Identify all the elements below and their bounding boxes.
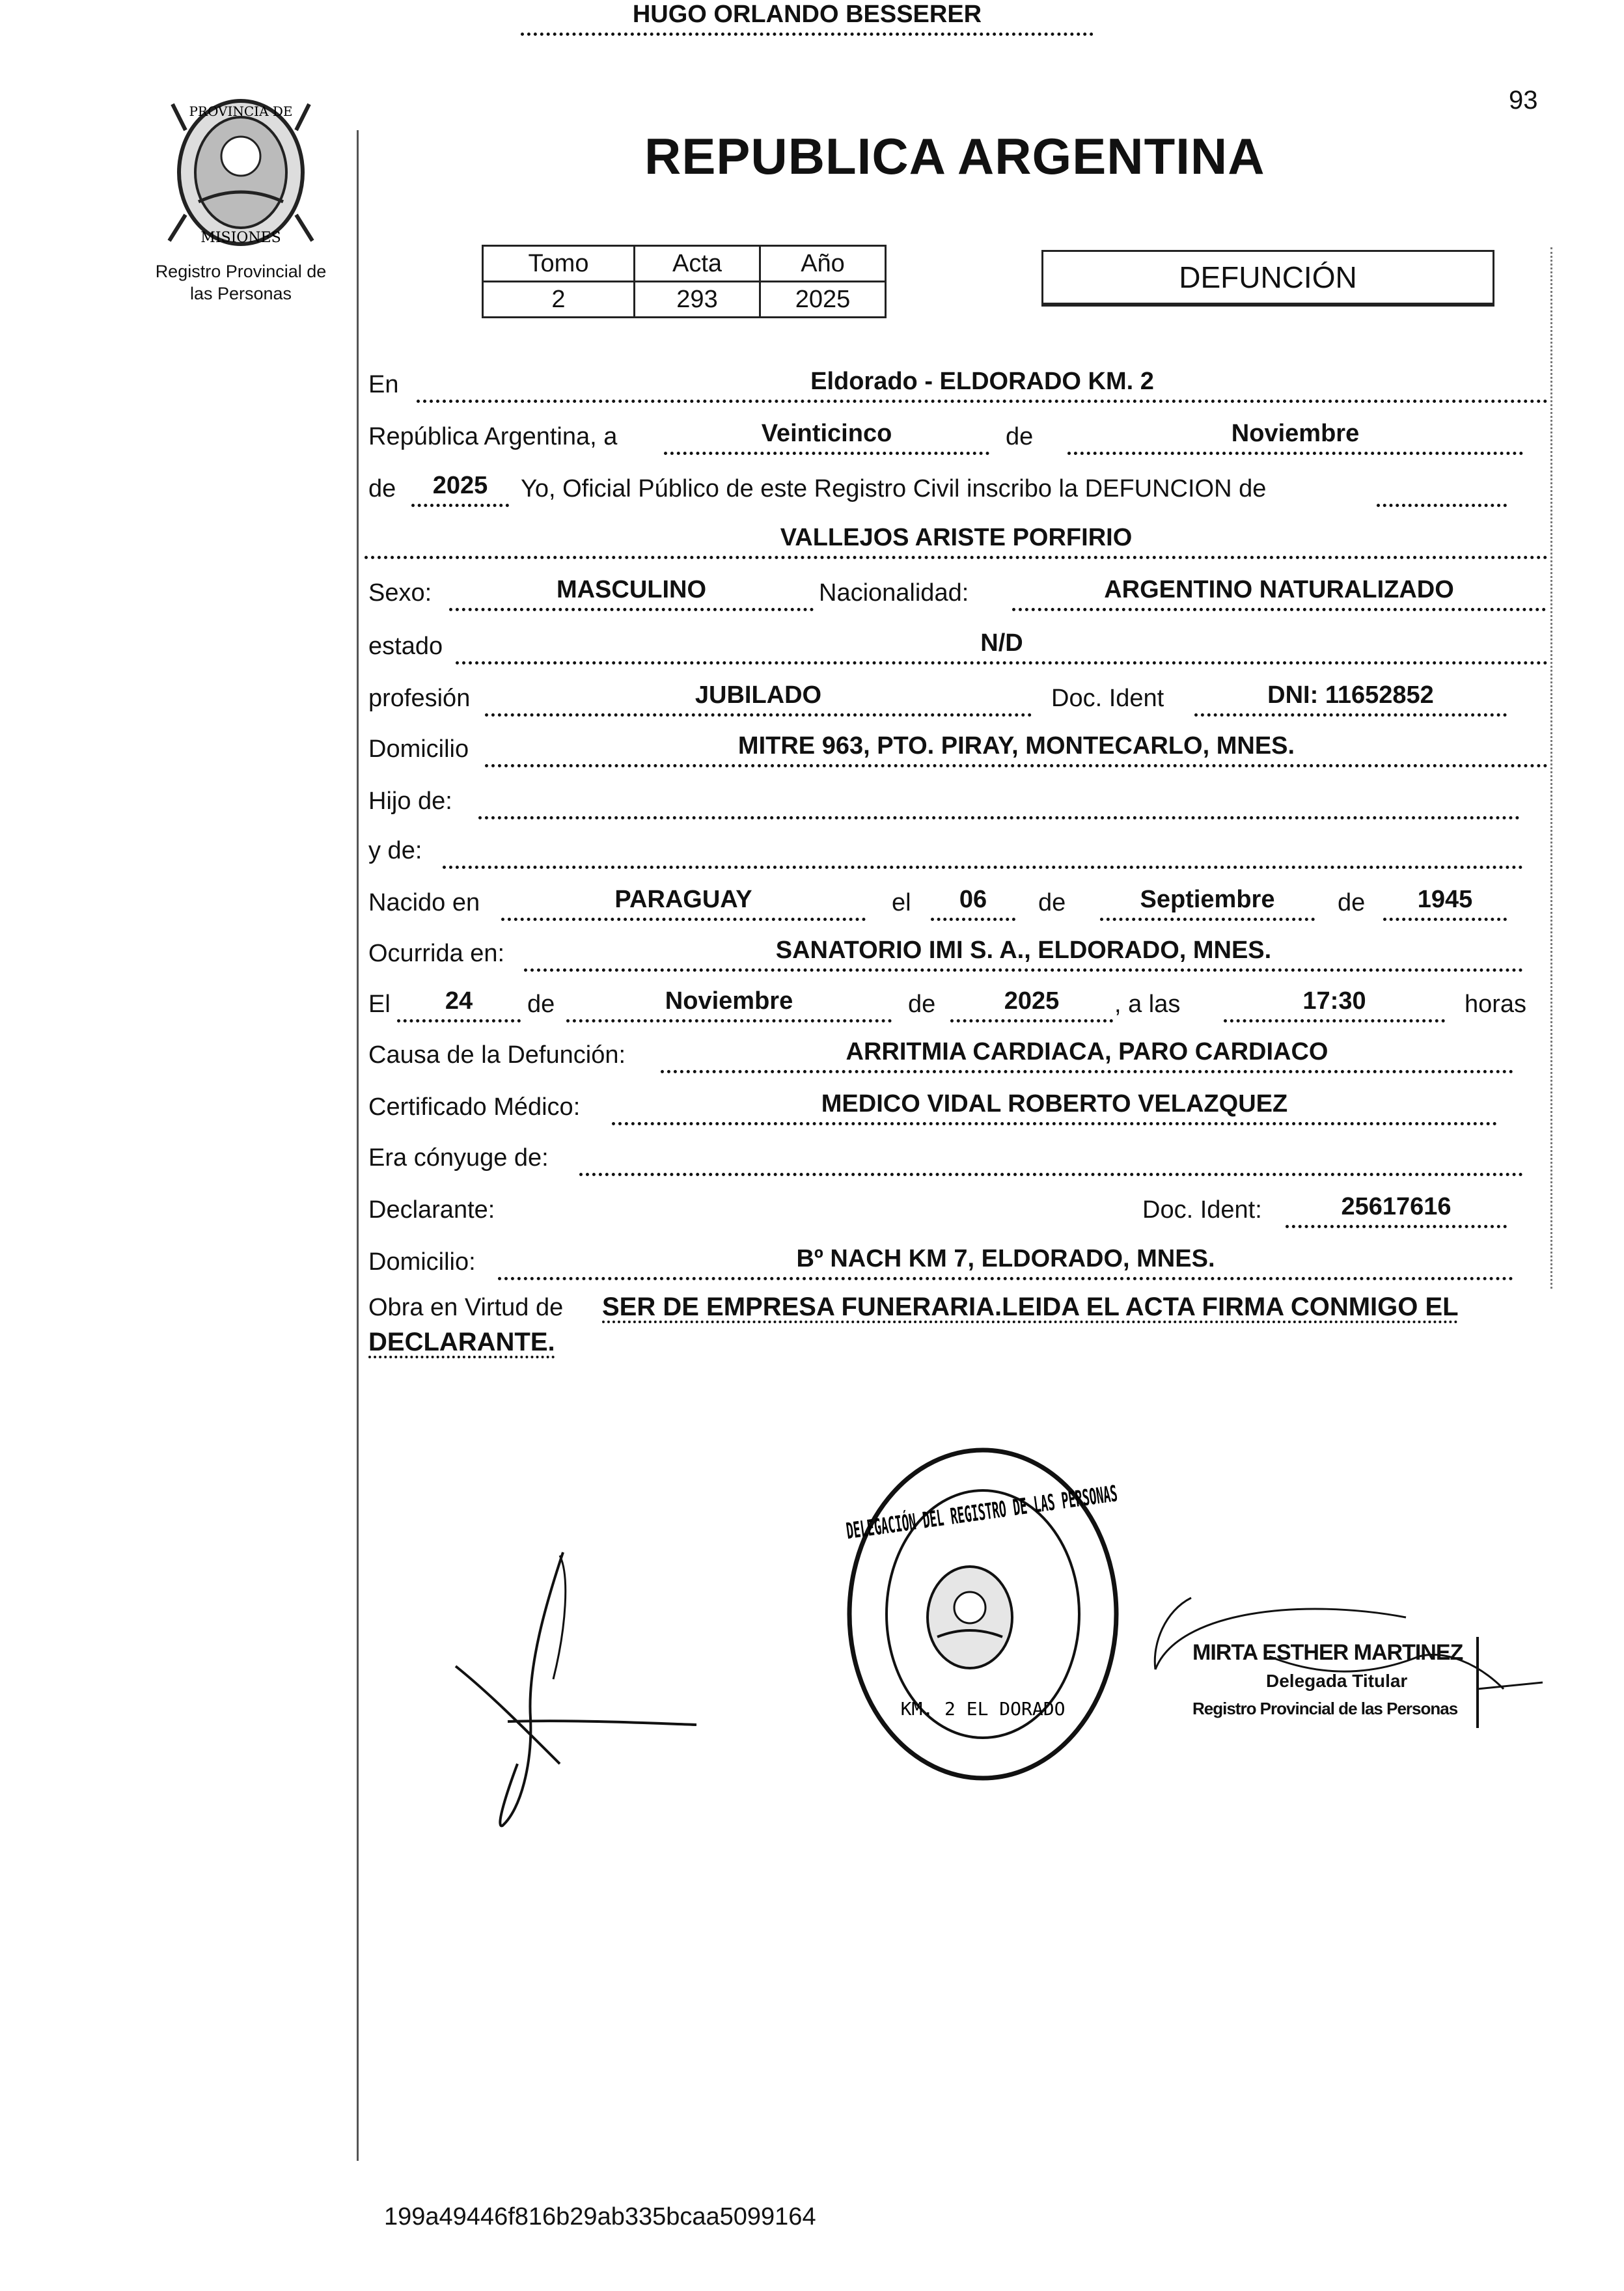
official-org: Registro Provincial de las Personas bbox=[1192, 1699, 1458, 1718]
el-date-label: El bbox=[368, 991, 391, 1018]
record-header-tomo: Tomo bbox=[483, 246, 635, 282]
birth-de-label-2: de bbox=[1338, 889, 1366, 916]
birth-de-label-1: de bbox=[1038, 889, 1066, 916]
country-title: REPUBLICA ARGENTINA bbox=[644, 128, 1265, 185]
de-label: de bbox=[1006, 423, 1034, 450]
doc-label: Doc. Ident bbox=[1051, 685, 1164, 712]
domicilio-label: Domicilio bbox=[368, 735, 469, 763]
hijo-label: Hijo de: bbox=[368, 788, 452, 815]
record-table bbox=[482, 245, 887, 318]
hijo-value bbox=[478, 784, 1520, 819]
certificado-value: MEDICO VIDAL ROBERTO VELAZQUEZ bbox=[612, 1090, 1497, 1125]
conyuge-value bbox=[579, 1140, 1523, 1176]
causa-value: ARRITMIA CARDIACA, PARO CARDIACO bbox=[661, 1037, 1513, 1073]
province-emblem bbox=[159, 91, 322, 254]
domicilio-value: MITRE 963, PTO. PIRAY, MONTECARLO, MNES. bbox=[485, 732, 1548, 767]
profesion-label: profesión bbox=[368, 685, 471, 712]
obra-label: Obra en Virtud de bbox=[368, 1294, 564, 1321]
stamp-inner-text: KM. 2 EL DORADO bbox=[900, 1698, 1066, 1720]
obra-value-line-2: DECLARANTE. bbox=[368, 1328, 555, 1356]
record-type: DEFUNCIÓN bbox=[1041, 250, 1494, 307]
doc-value: DNI: 11652852 bbox=[1194, 681, 1507, 717]
death-year: 2025 bbox=[950, 987, 1113, 1022]
nacionalidad-value: ARGENTINO NATURALIZADO bbox=[1012, 575, 1546, 611]
horas-label: horas bbox=[1465, 991, 1527, 1018]
record-header-ano: Año bbox=[760, 246, 886, 282]
declarant-signature bbox=[449, 1549, 775, 1842]
emblem-top-text: PROVINCIA DE bbox=[189, 103, 293, 119]
sexo-value: MASCULINO bbox=[449, 575, 814, 611]
emblem-bottom-text: MISIONES bbox=[200, 230, 281, 246]
record-value-acta: 293 bbox=[635, 282, 760, 318]
year-prefix: de bbox=[368, 475, 396, 502]
official-role: Delegada Titular bbox=[1266, 1671, 1408, 1691]
sexo-label: Sexo: bbox=[368, 579, 432, 607]
decl-dom-label: Domicilio: bbox=[368, 1248, 476, 1276]
en-label: En bbox=[368, 371, 399, 398]
decl-doc-label: Doc. Ident: bbox=[1142, 1196, 1262, 1224]
death-day: 24 bbox=[397, 987, 521, 1022]
record-value-tomo: 2 bbox=[483, 282, 635, 318]
yde-label: y de: bbox=[368, 837, 422, 864]
nacionalidad-label: Nacionalidad: bbox=[819, 579, 969, 607]
decl-doc-value: 25617616 bbox=[1286, 1192, 1507, 1228]
registry-line-2: las Personas bbox=[189, 284, 292, 303]
record-header-acta: Acta bbox=[635, 246, 760, 282]
profesion-value: JUBILADO bbox=[485, 681, 1032, 717]
estado-label: estado bbox=[368, 633, 443, 660]
republica-label: República Argentina, a bbox=[368, 423, 618, 450]
year-value: 2025 bbox=[411, 471, 509, 507]
document-hash: 199a49446f816b29ab335bcaa5099164 bbox=[384, 2203, 816, 2230]
birth-month: Septiembre bbox=[1100, 885, 1315, 921]
yde-value bbox=[443, 833, 1523, 869]
birth-year: 1945 bbox=[1383, 885, 1507, 921]
stamp-ring-text: DELEGACIÓN DEL REGISTRO DE LAS PERSONAS bbox=[844, 1446, 1363, 1545]
declarante-label: Declarante: bbox=[368, 1196, 495, 1224]
right-margin-line bbox=[1550, 247, 1554, 1289]
alas-label: , a las bbox=[1114, 991, 1181, 1018]
nacido-value: PARAGUAY bbox=[501, 885, 866, 921]
ocurrida-value: SANATORIO IMI S. A., ELDORADO, MNES. bbox=[524, 936, 1523, 972]
page-number: 93 bbox=[1509, 86, 1538, 115]
month-text: Noviembre bbox=[1067, 419, 1523, 455]
birth-day: 06 bbox=[931, 885, 1015, 921]
registry-line-1: Registro Provincial de bbox=[155, 262, 327, 281]
registry-name bbox=[130, 260, 351, 305]
oficial-text: Yo, Oficial Público de este Registro Civil inscribo la DEFUNCION de bbox=[521, 475, 1267, 502]
death-time: 17:30 bbox=[1224, 987, 1445, 1022]
el-label: el bbox=[892, 889, 911, 916]
record-value-ano: 2025 bbox=[760, 282, 886, 318]
nacido-label: Nacido en bbox=[368, 889, 480, 916]
conyuge-label: Era cónyuge de: bbox=[368, 1144, 549, 1172]
obra-value-line-1: SER DE EMPRESA FUNERARIA.LEIDA EL ACTA FIRMA CONMIGO EL bbox=[602, 1293, 1459, 1321]
declarante-value: HUGO ORLANDO BESSERER bbox=[521, 0, 1094, 36]
official-name: MIRTA ESTHER MARTINEZ bbox=[1192, 1640, 1463, 1665]
en-value: Eldorado - ELDORADO KM. 2 bbox=[417, 367, 1548, 403]
estado-value: N/D bbox=[456, 629, 1548, 665]
death-de-label-2: de bbox=[908, 991, 936, 1018]
certificado-label: Certificado Médico: bbox=[368, 1093, 581, 1121]
decl-dom-value: Bº NACH KM 7, ELDORADO, MNES. bbox=[498, 1244, 1513, 1280]
death-month: Noviembre bbox=[566, 987, 892, 1022]
left-margin-line bbox=[357, 130, 359, 2161]
causa-label: Causa de la Defunción: bbox=[368, 1041, 626, 1069]
official-signature-mark bbox=[1139, 1591, 1556, 1748]
death-de-label-1: de bbox=[527, 991, 555, 1018]
day-text: Veinticinco bbox=[664, 419, 989, 455]
oficial-blank bbox=[1377, 471, 1507, 507]
ocurrida-label: Ocurrida en: bbox=[368, 940, 505, 967]
deceased-name: VALLEJOS ARISTE PORFIRIO bbox=[365, 523, 1548, 559]
